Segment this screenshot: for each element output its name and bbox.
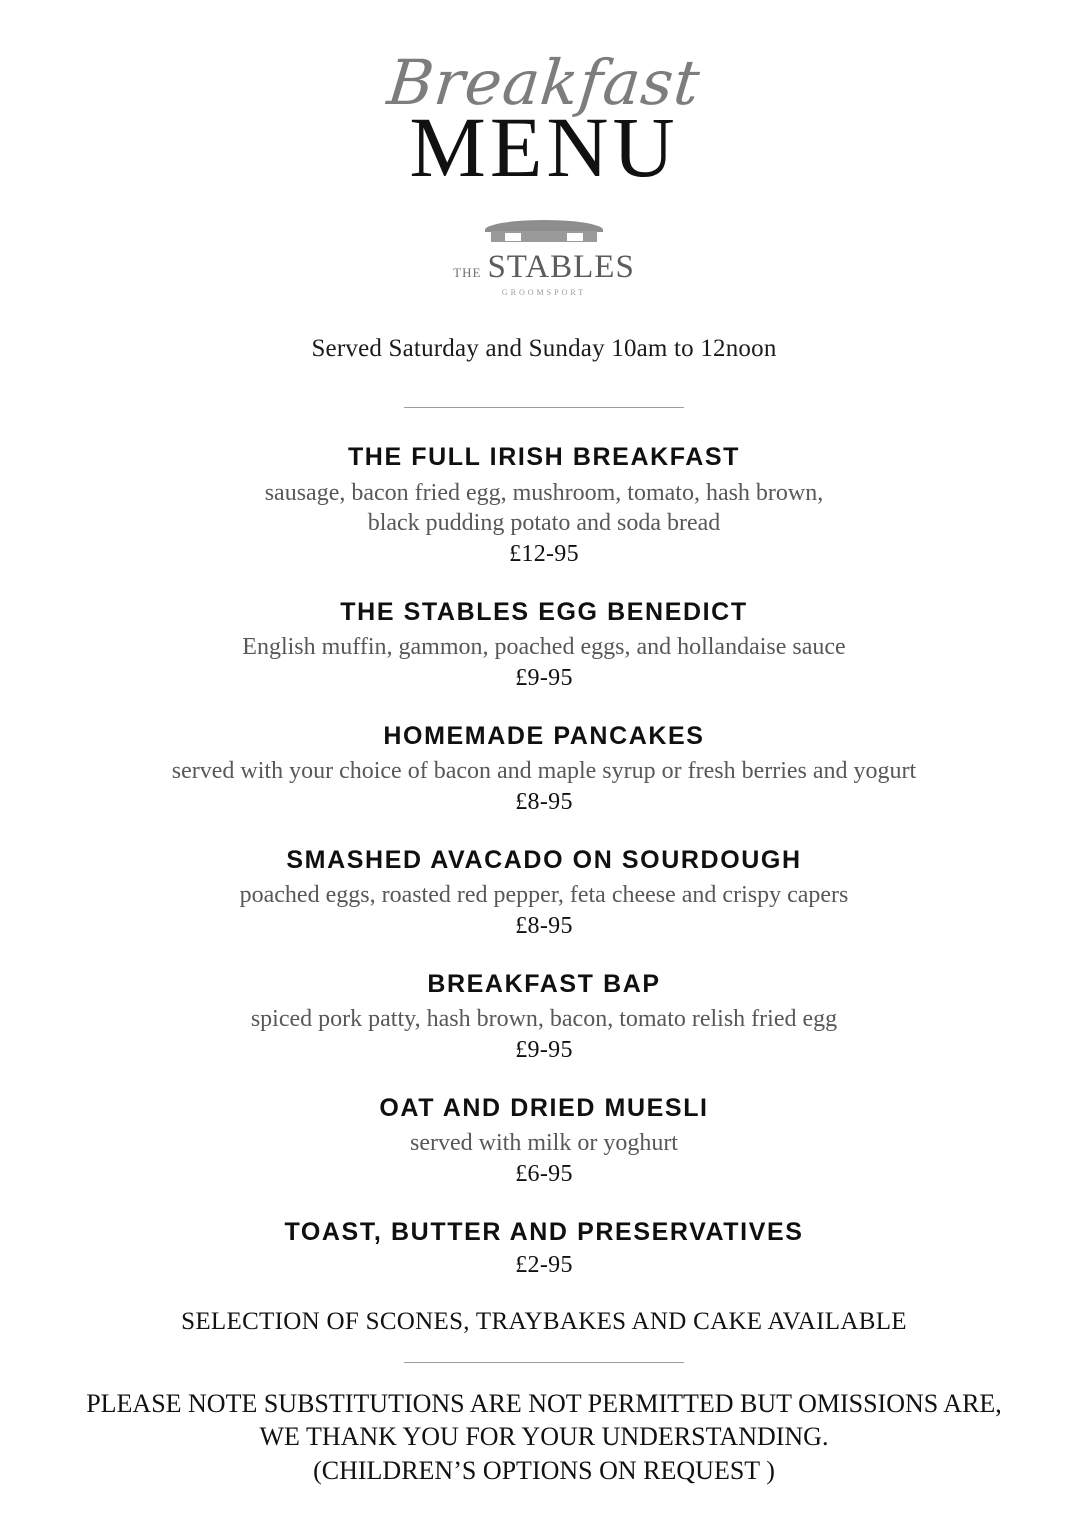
menu-footer (86, 1387, 1002, 1487)
stable-building-icon (485, 218, 603, 244)
menu-item (70, 1217, 1018, 1279)
logo-location-text: GROOMSPORT (501, 288, 587, 298)
menu-item (70, 721, 1018, 816)
menu-header (70, 46, 1018, 195)
menu-title: MENU (409, 99, 679, 195)
logo-wordmark (453, 249, 635, 286)
logo-stables-text: STABLES (487, 249, 635, 286)
menu-item-price: £12-95 (509, 540, 579, 567)
menu-item-price: £2-95 (515, 1252, 573, 1279)
menu-item-description: sausage, bacon fried egg, mushroom, tomato, hash brown, black pudding potato and soda bread (264, 479, 824, 537)
menu-item (70, 969, 1018, 1064)
footer-line-1: PLEASE NOTE SUBSTITUTIONS ARE NOT PERMITTED BUT OMISSIONS ARE, (86, 1389, 1002, 1419)
top-divider (404, 407, 684, 408)
menu-item-description: poached eggs, roasted red pepper, feta cheese and crispy capers (239, 882, 849, 909)
stables-logo (453, 218, 635, 297)
menu-item-name: SMASHED AVACADO ON SOURDOUGH (286, 845, 802, 874)
menu-item-price: £8-95 (515, 912, 573, 939)
menu-item-description: English muffin, gammon, poached eggs, and hollandaise sauce (242, 634, 846, 661)
menu-item-name: HOMEMADE PANCAKES (383, 721, 705, 750)
menu-item-description: spiced pork patty, hash brown, bacon, tomato relish fried egg (250, 1006, 838, 1033)
menu-item-price: £8-95 (515, 788, 573, 815)
logo-the-text: THE (453, 265, 482, 281)
footer-line-3: (CHILDREN’S OPTIONS ON REQUEST ) (313, 1455, 775, 1485)
extra-availability-note: SELECTION OF SCONES, TRAYBAKES AND CAKE AVAILABLE (181, 1308, 907, 1336)
bottom-divider (404, 1362, 684, 1363)
menu-item-name: THE FULL IRISH BREAKFAST (347, 443, 741, 472)
menu-item-name: TOAST, BUTTER AND PRESERVATIVES (284, 1217, 804, 1246)
menu-item-description: served with your choice of bacon and maple syrup or fresh berries and yogurt (171, 758, 917, 785)
menu-item-name: OAT AND DRIED MUESLI (379, 1093, 709, 1122)
menu-item (70, 442, 1018, 568)
menu-item (70, 1093, 1018, 1188)
menu-item-name: THE STABLES EGG BENEDICT (340, 597, 748, 626)
menu-item-price: £6-95 (515, 1160, 573, 1187)
menu-item (70, 845, 1018, 940)
menu-item-price: £9-95 (515, 664, 573, 691)
menu-items-list (70, 442, 1018, 1336)
menu-item (70, 597, 1018, 692)
breakfast-script-title: Breakfast (384, 46, 704, 119)
menu-item-name: BREAKFAST BAP (427, 969, 661, 998)
footer-line-2: WE THANK YOU FOR YOUR UNDERSTANDING. (259, 1422, 829, 1452)
serving-hours: Served Saturday and Sunday 10am to 12noon (311, 335, 777, 363)
menu-item-description: served with milk or yoghurt (410, 1130, 678, 1157)
menu-item-price: £9-95 (515, 1036, 573, 1063)
